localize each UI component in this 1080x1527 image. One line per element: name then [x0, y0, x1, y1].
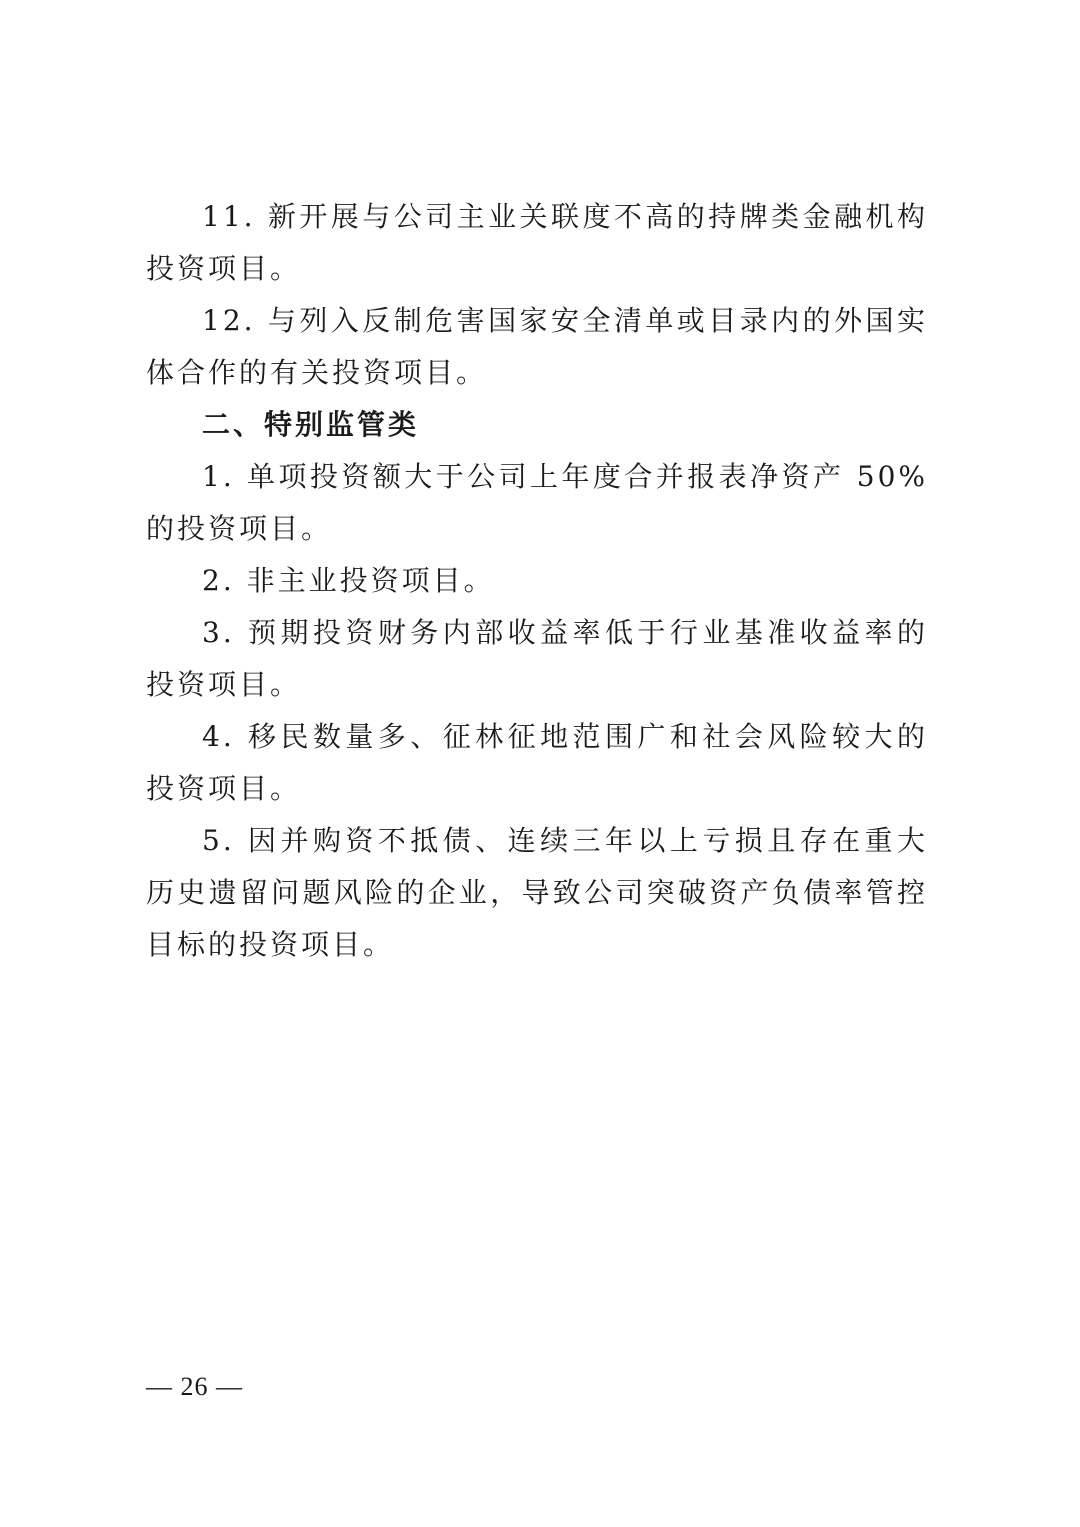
section-item-3: 3. 预期投资财务内部收益率低于行业基准收益率的投资项目。: [146, 616, 928, 701]
paragraph-item-11: 11. 新开展与公司主业关联度不高的持牌类金融机构投资项目。: [146, 200, 928, 285]
section-item-1: 1. 单项投资额大于公司上年度合并报表净资产 50%的投资项目。: [146, 460, 928, 545]
section-item-5: 5. 因并购资不抵债、连续三年以上亏损且存在重大历史遗留问题风险的企业，导致公司突破资产负债率管控目标的投资项目。: [146, 824, 928, 961]
section-item-4: 4. 移民数量多、征林征地范围广和社会风险较大的投资项目。: [146, 720, 928, 805]
section-heading: 二、特别监管类: [202, 408, 420, 441]
section-item-2: 2. 非主业投资项目。: [202, 564, 495, 597]
paragraph-item-12: 12. 与列入反制危害国家安全清单或目录内的外国实体合作的有关投资项目。: [146, 304, 928, 389]
document-body: [146, 191, 928, 971]
page-number: — 26 —: [146, 1372, 243, 1401]
